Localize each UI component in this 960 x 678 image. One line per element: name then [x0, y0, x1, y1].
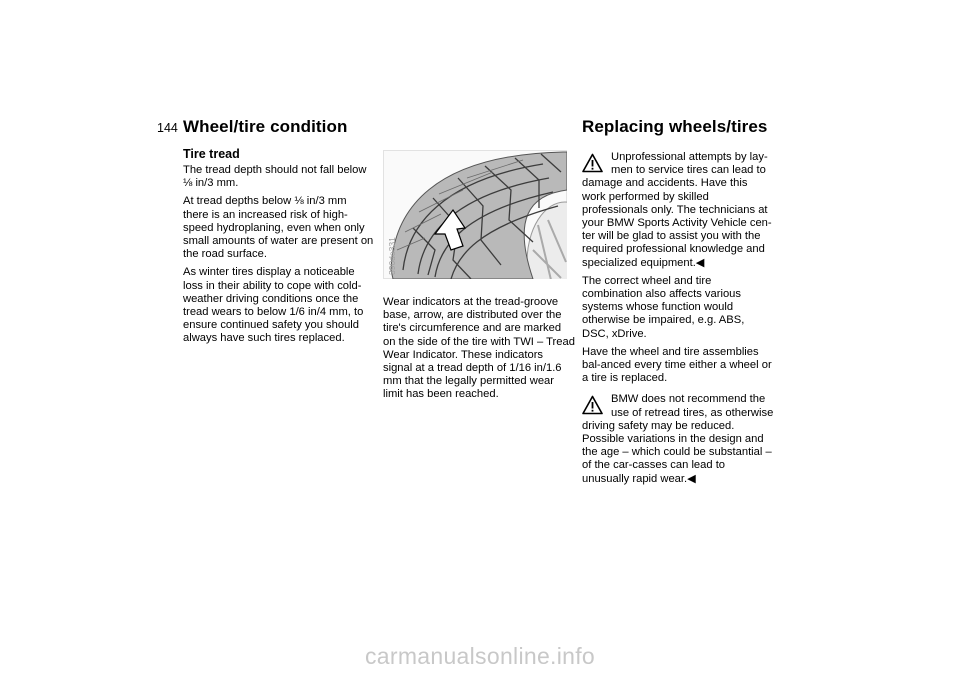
winter-tires-paragraph: As winter tires display a noticeable loss in their ability to cope with cold-weather driving conditions once the tread wears to below 1/6 in/4 mm, to ensure continued safety you should always have such tires replaced.	[183, 266, 364, 345]
fraction: 1/6	[289, 306, 305, 319]
tread-depth-paragraph: The tread depth should not fall below ⅛ in/3 mm.	[183, 164, 367, 190]
page-number: 144	[157, 121, 178, 135]
tire-tread-illustration	[383, 150, 567, 279]
warning-triangle-icon	[582, 153, 603, 173]
wear-indicator-paragraph: Wear indicators at the tread-groove base, arrow, are distributed over the tire's circumference and are marked on the side of the tire with TWI – Tread Wear Indicator. These indicators signal at a tread depth of 1/16 in/1.6 mm that the legally permitted wear limit has been reached.	[383, 296, 575, 401]
fraction: 1/16	[509, 362, 532, 375]
figure-caption-column	[383, 296, 575, 407]
warning-note-laymen: Unprofessional attempts by lay-men to service tires can lead to damage and accidents. Have this work performed by skilled professionals only. The technicians at your BMW Sports Activity Vehicle cen-ter will be glad to assist you with the required professional knowledge and specialized equipment.◀	[582, 151, 772, 269]
left-section-title: Wheel/tire condition	[183, 117, 348, 136]
figure-code: 390de331	[387, 237, 397, 275]
hydroplaning-paragraph: At tread depths below ⅛ in/3 mm there is an increased risk of high-speed hydroplaning, even when only small amounts of water are present on the road surface.	[183, 195, 374, 261]
tire-tread-column	[183, 164, 375, 351]
wheel-combination-paragraph: The correct wheel and tire combination also affects various systems whose function would otherwise be impaired, e.g. ABS, DSC, xDrive.	[582, 274, 745, 340]
warning-note-retread: BMW does not recommend the use of retread tires, as otherwise driving safety may be reduced. Possible variations in the design and the age – which could be substantial – of the car-casses can lead to unusually rapid wear.◀	[582, 393, 774, 485]
balancing-paragraph: Have the wheel and tire assemblies bal-anced every time either a wheel or a tire is replaced.	[582, 345, 772, 385]
warning-triangle-icon	[582, 395, 603, 415]
replacing-column	[582, 151, 774, 491]
watermark: carmanualsonline.info	[364, 643, 596, 669]
right-section-title: Replacing wheels/tires	[582, 117, 768, 136]
tire-tread-heading: Tire tread	[183, 147, 240, 161]
